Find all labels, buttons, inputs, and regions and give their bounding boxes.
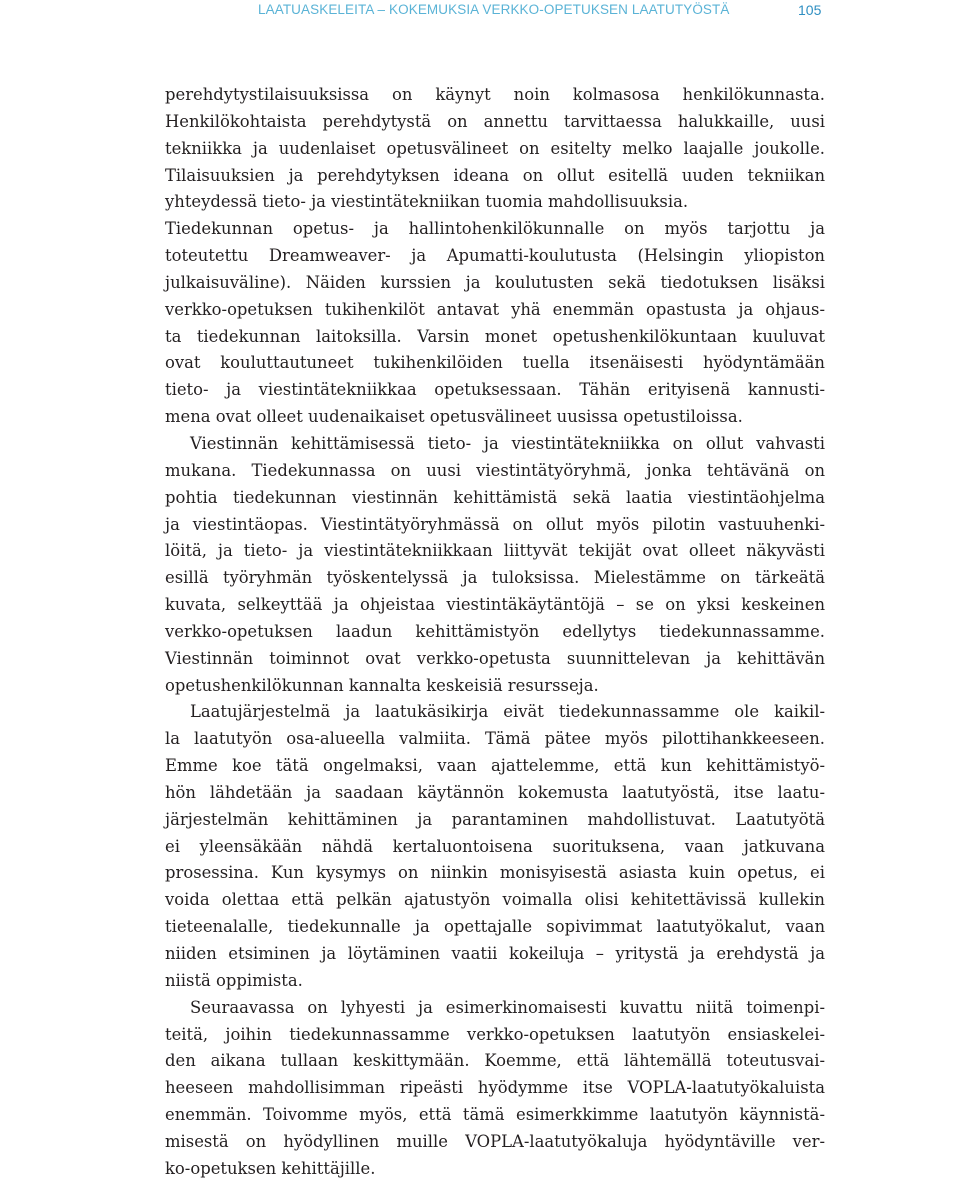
- text-line: niistä oppimista.: [165, 970, 303, 990]
- text-line: teitä, joihin tiedekunnassamme verkko-opetuksen laatutyön ensiaskelei-: [165, 1024, 825, 1044]
- text-line: yhteydessä tieto- ja viestintätekniikan tuomia mahdollisuuksia.: [165, 192, 689, 212]
- text-line: Tiedekunnan opetus- ja hallintohenkilökunnalle on myös tarjottu ja: [165, 219, 825, 239]
- paragraph: [165, 995, 825, 1183]
- paragraph: [165, 216, 825, 431]
- text-line: ja viestintäopas. Viestintätyöryhmässä on ollut myös pilotin vastuuhenki-: [165, 514, 825, 534]
- text-line: toteutettu Dreamweaver- ja Apumatti-koulutusta (Helsingin yliopiston: [165, 246, 825, 266]
- paragraph: [165, 699, 825, 994]
- text-line: opetushenkilökunnan kannalta keskeisiä resursseja.: [165, 675, 599, 695]
- running-header: [0, 0, 960, 26]
- text-line: mukana. Tiedekunnassa on uusi viestintätyöryhmä, jonka tehtävänä on: [165, 460, 825, 480]
- text-line: verkko-opetuksen tukihenkilöt antavat yhä enemmän opastusta ja ohjaus-: [165, 299, 825, 319]
- text-line: Seuraavassa on lyhyesti ja esimerkinomaisesti kuvattu niitä toimenpi-: [190, 997, 825, 1017]
- text-line: Viestinnän toiminnot ovat verkko-opetusta suunnittelevan ja kehittävän: [165, 648, 825, 668]
- text-line: la laatutyön osa-alueella valmiita. Tämä pätee myös pilottihankkeeseen.: [165, 729, 825, 749]
- text-line: ta tiedekunnan laitoksilla. Varsin monet opetushenkilökuntaan kuuluvat: [165, 326, 825, 346]
- text-line: niiden etsiminen ja löytäminen vaatii kokeiluja – yritystä ja erehdystä ja: [165, 944, 825, 963]
- text-line: Emme koe tätä ongelmaksi, vaan ajattelemme, että kun kehittämistyö-: [165, 756, 825, 776]
- text-line: Viestinnän kehittämisessä tieto- ja viestintätekniikka on ollut vahvasti: [190, 433, 825, 453]
- text-line: tieteenalalle, tiedekunnalle ja opettajalle sopivimmat laatutyökalut, vaan: [165, 917, 825, 937]
- text-line: enemmän. Toivomme myös, että tämä esimerkkimme laatutyön käynnistä-: [165, 1105, 825, 1125]
- text-line: ei yleensäkään nähdä kertaluontoisena suorituksena, vaan jatkuvana: [165, 836, 825, 856]
- text-line: tekniikka ja uudenlaiset opetusvälineet on esitelty melko laajalle joukolle.: [165, 138, 825, 158]
- text-line: Laatujärjestelmä ja laatukäsikirja eivät tiedekunnassamme ole kaikil-: [190, 702, 825, 722]
- text-line: kuvata, selkeyttää ja ohjeistaa viestintäkäytäntöjä – se on yksi keskeinen: [165, 595, 825, 615]
- text-line: tieto- ja viestintätekniikkaa opetuksessaan. Tähän erityisenä kannusti-: [165, 380, 825, 400]
- text-line: den aikana tullaan keskittymään. Koemme, että lähtemällä toteutusvai-: [165, 1051, 825, 1071]
- text-line: pohtia tiedekunnan viestinnän kehittämistä sekä laatia viestintäohjelma: [165, 487, 825, 507]
- text-line: hön lähdetään ja saadaan käytännön kokemusta laatutyöstä, itse laatu-: [165, 782, 825, 802]
- body-text: [165, 82, 825, 1183]
- text-line: Henkilökohtaista perehdytystä on annettu tarvittaessa halukkaille, uusi: [165, 111, 825, 131]
- text-line: julkaisuväline). Näiden kurssien ja koulutusten sekä tiedotuksen lisäksi: [165, 272, 825, 292]
- text-line: ko-opetuksen kehittäjille.: [165, 1158, 376, 1178]
- text-line: Tilaisuuksien ja perehdytyksen ideana on ollut esitellä uuden tekniikan: [165, 165, 825, 185]
- text-line: järjestelmän kehittäminen ja parantaminen mahdollistuvat. Laatutyötä: [165, 809, 825, 829]
- text-line: löitä, ja tieto- ja viestintätekniikkaan liittyvät tekijät ovat olleet näkyvästi: [165, 541, 825, 561]
- text-line: mena ovat olleet uudenaikaiset opetusvälineet uusissa opetustiloissa.: [165, 407, 743, 427]
- paragraph: [165, 431, 825, 699]
- text-line: esillä työryhmän työskentelyssä ja tuloksissa. Mielestämme on tärkeätä: [165, 568, 825, 588]
- page-number: 105: [798, 2, 822, 18]
- text-line: heeseen mahdollisimman ripeästi hyödymme itse VOPLA-laatutyökaluista: [165, 1078, 825, 1098]
- text-line: voida olettaa että pelkän ajatustyön voimalla olisi kehitettävissä kullekin: [165, 890, 825, 910]
- text-line: misestä on hyödyllinen muille VOPLA-laatutyökaluja hyödyntäville ver-: [165, 1131, 825, 1151]
- paragraph: [165, 82, 825, 216]
- header-title: LAATUASKELEITA – KOKEMUKSIA VERKKO-OPETUKSEN LAATUTYÖSTÄ: [258, 2, 730, 17]
- text-line: verkko-opetuksen laadun kehittämistyön edellytys tiedekunnassamme.: [165, 621, 825, 641]
- text-line: ovat kouluttautuneet tukihenkilöiden tuella itsenäisesti hyödyntämään: [165, 353, 825, 373]
- text-line: prosessina. Kun kysymys on niinkin monisyisestä asiasta kuin opetus, ei: [165, 863, 825, 883]
- text-line: perehdytystilaisuuksissa on käynyt noin kolmasosa henkilökunnasta.: [165, 85, 825, 104]
